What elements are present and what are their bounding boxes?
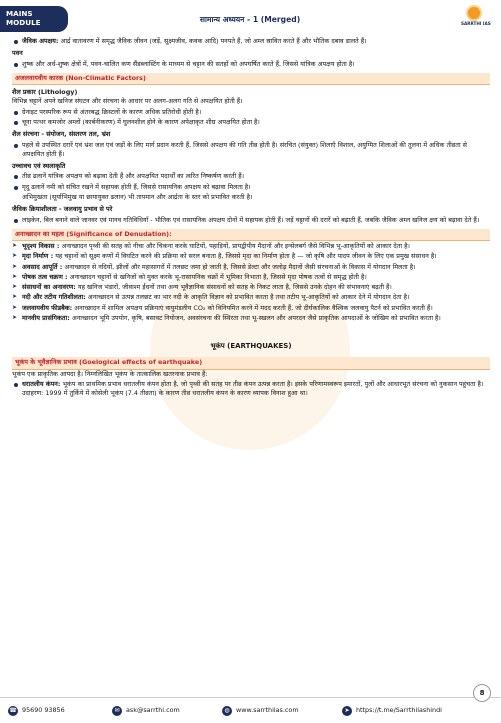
list-item: तीव्र ढलानें यांत्रिक अपक्षय को बढ़ावा देती हैं और अपक्षयित पदार्थों का त्वरित निष्कर्षण करती हैं।: [12, 172, 490, 181]
list-item: मृदु ढलानें नमी को संचित रखने में सहायक होती हैं, जिससे रासायनिक अपक्षय को बढ़ावा मिलता है।: [12, 183, 490, 192]
note: अभिमुखता (सूर्याभिमुख या छायायुक्त ढलान) भी तापमान और आर्द्रता के स्तर को प्रभावित करती है।: [22, 192, 253, 201]
footer-telegram[interactable]: ➤ https://t.me/Sarrthiiashindi: [342, 706, 442, 716]
list-item: शुष्क और अर्ध-शुष्क क्षेत्रों में, पवन-चालित कण सैंडब्लास्टिंग के माध्यम से चट्टान की सतहों को अपघर्षित करते हैं, जिससे यांत्रिक अपक्षय होता है।: [12, 60, 490, 69]
subheading: जैविक क्रियाशीलता - जलवायु प्रभाव से परे: [12, 205, 113, 214]
telegram-icon: ➤: [342, 706, 352, 716]
mail-icon: ✉: [112, 706, 122, 716]
footer-email[interactable]: ✉ ask@sarrthi.com: [112, 706, 180, 716]
module-badge: [0, 6, 68, 32]
list-item: ग्रेनाइट परस्परिक रूप से अंतरबद्ध क्रिस्टलों के कारण अधिक प्रतिरोधी होती है।: [12, 108, 490, 117]
section-title: भूकंप के भूवैज्ञानिक प्रभाव (Goelogical effects of earthquake): [12, 357, 490, 369]
sarrthi-logo: [461, 5, 491, 31]
list-item: ➤ पोषक तत्व चक्रण : अनाच्छादन चट्टानों से खनिजों को मुक्त करके भू-रासायनिक चक्रों में भूमिका निभाता है, जिससे मृदा पोषक तत्वों से समृद्ध होती है।: [12, 273, 490, 282]
paragraph: भूकंप एक प्राकृतिक आपदा है। निम्नलिखित भूकंप के तात्कालिक खतरनाक प्रभाव हैं:: [12, 369, 208, 378]
list-item: ➤ संसाधनों का अनावरण: यह खनिज भंडारों, जीवाश्म ईंधनों तथा अन्य भूवैज्ञानिक संसाधनों को सतह के निकट लाता है, जिससे उनके दोहन की संभावनाएं बढ़ती हैं।: [12, 283, 490, 292]
page-number: 8: [473, 684, 491, 702]
logo-text: SARRTHI IAS: [461, 21, 491, 26]
page-title: सामान्य अध्ययन - 1 (Merged): [199, 15, 301, 24]
subheading: उच्चावच एवं स्थलाकृति: [12, 162, 66, 171]
list-item: ➤ भूदृश्य विकास : अनाच्छादन पृथ्वी की सतह को नीचा और चिकना करके घाटियों, पहाड़ियों, प्रायद्वीपीय मैदानों और इन्सेलबर्ग जैसे विभिन्न भू-आकृतियों को आकार देता है।: [12, 242, 490, 251]
page-footer: [0, 689, 501, 723]
badge-line-2: MODULE: [6, 18, 41, 27]
list-item: लाइकेन, बिल बनाने वाले जानवर एवं मानव गतिविधियाँ - भौतिक एवं रासायनिक अपक्षय दोनों में सहायक होती हैं। जड़ें चट्टानों की दरारें को बढ़ाती हैं, जबकि जैविक अम्ल खनिज क्षय को बढ़ावा देते हैं।: [12, 216, 490, 225]
section-title: अनाच्छादन का महत्व (Significance of Denudation):: [12, 229, 490, 241]
section-title: अजलवायवीय कारक (Non-Climatic Factors): [12, 73, 490, 85]
earthquake-heading: भूकंप (EARTHQUAKES): [210, 342, 292, 351]
page-header: [0, 0, 501, 34]
subheading: शैल संरचना - संयोजन, संस्तरण तल, भ्रंश: [12, 130, 111, 139]
content: [12, 36, 490, 400]
list-item: धरातलीय कंपन: भूकंप का प्राथमिक प्रभाव धरातलीय कंपन होता है, जो पृथ्वी की सतह पर तीव्र कंपन उत्पन्न करता है। इसके परिणामस्वरूप इमारतों, पुलों और आधारभूत संरचना को नुकसान पहुंचता है। उदाहरण: 1999 में तुर्किये में कोसेली भूकंप (7.4 तीव्रता) के कारण तीव्र धरातलीय कंपन के कारण व्यापक विनाश हुआ था।: [12, 380, 490, 399]
footer-website[interactable]: ◍ www.sarrthiias.com: [222, 706, 299, 716]
globe-icon: ◍: [222, 706, 232, 716]
logo-icon: [466, 5, 482, 21]
list-item: ➤ अवसाद आपूर्ति : अनाच्छादन से नदियों, झीलों और महासागरों में तलछट जमा हो जाती है, जिससे डेल्टा और जलोढ़ मैदानों जैसी संरचनाओं के विकास में योगदान मिलता है।: [12, 263, 490, 272]
footer-phone[interactable]: ☎ 95690 93856: [9, 706, 65, 715]
list-item: पहले से उपस्थित दरारें एवं भ्रंश जल एवं जड़ों के लिए मार्ग प्रदान करती हैं, जिससे अपक्षय की गति तीव्र होती है। संरचित (संयुक्त) शिलाएँ विशाल, अयुग्मित शिलाओं की तुलना में अधिक तीव्रता से अपक्षयित होती हैं।: [12, 141, 490, 160]
subheading: शैल प्रकार (Lithology): [12, 88, 78, 97]
list-item: ➤ मानवीय प्रासंगिकता: अनाच्छादन भूमि उपयोग, कृषि, बसावट नियोजन, अवसंरचना की स्थिरता तथा भू-स्खलन और अपरदन जैसे प्राकृतिक आपदाओं के जोखिम को प्रभावित करता है।: [12, 314, 490, 323]
list-item: चूना पत्थर कमजोर अम्लों (कार्बनीकरण) में घुलनशील होने के कारण अपेक्षाकृत शीघ्र अपक्षयित होता है।: [12, 118, 490, 127]
pavan-title: पवन: [12, 49, 23, 58]
badge-line-1: MAINS: [6, 9, 33, 18]
paragraph: विभिन्न चट्टानें अपने खनिज संघटन और संरचना के आधार पर अलग-अलग गति से अपक्षयित होती हैं।: [12, 97, 243, 106]
list-item: ➤ मृदा निर्माण : यह चट्टानों को सूक्ष्म कणों में विघटित करने की प्रक्रिया को सरल बनाता है, जिससे मृदा का निर्माण होता है — जो कृषि और पादप जीवन के लिए एक प्रमुख संसाधन है।: [12, 252, 490, 261]
list-item: जैविक अपक्षय: आर्द्र वातावरण में समृद्ध जैविक जीवन (जड़ें, सूक्ष्मजीव, कवक आदि) पनपते हैं, जो अम्ल स्रावित करते हैं और भौतिक दबाव डालते हैं।: [12, 37, 490, 46]
list-item: ➤ नदी और तटीय गतिशीलता: अनाच्छादन से उत्पन्न तलछट का भार नदी के आकृति विज्ञान को प्रभावित करता है तथा तटीय भू-आकृतियों को आकार देने में योगदान देता है।: [12, 293, 490, 302]
phone-icon: ☎: [9, 707, 17, 714]
list-item: ➤ जलवायवीय फीडबैक: अनाच्छादन में शामिल अपक्षय प्रक्रियाएं वायुमंडलीय CO₂ को विनियमित करने में मदद करती हैं, जो दीर्घकालिक वैश्विक जलवायु पैटर्न को प्रभावित करती हैं।: [12, 304, 490, 313]
